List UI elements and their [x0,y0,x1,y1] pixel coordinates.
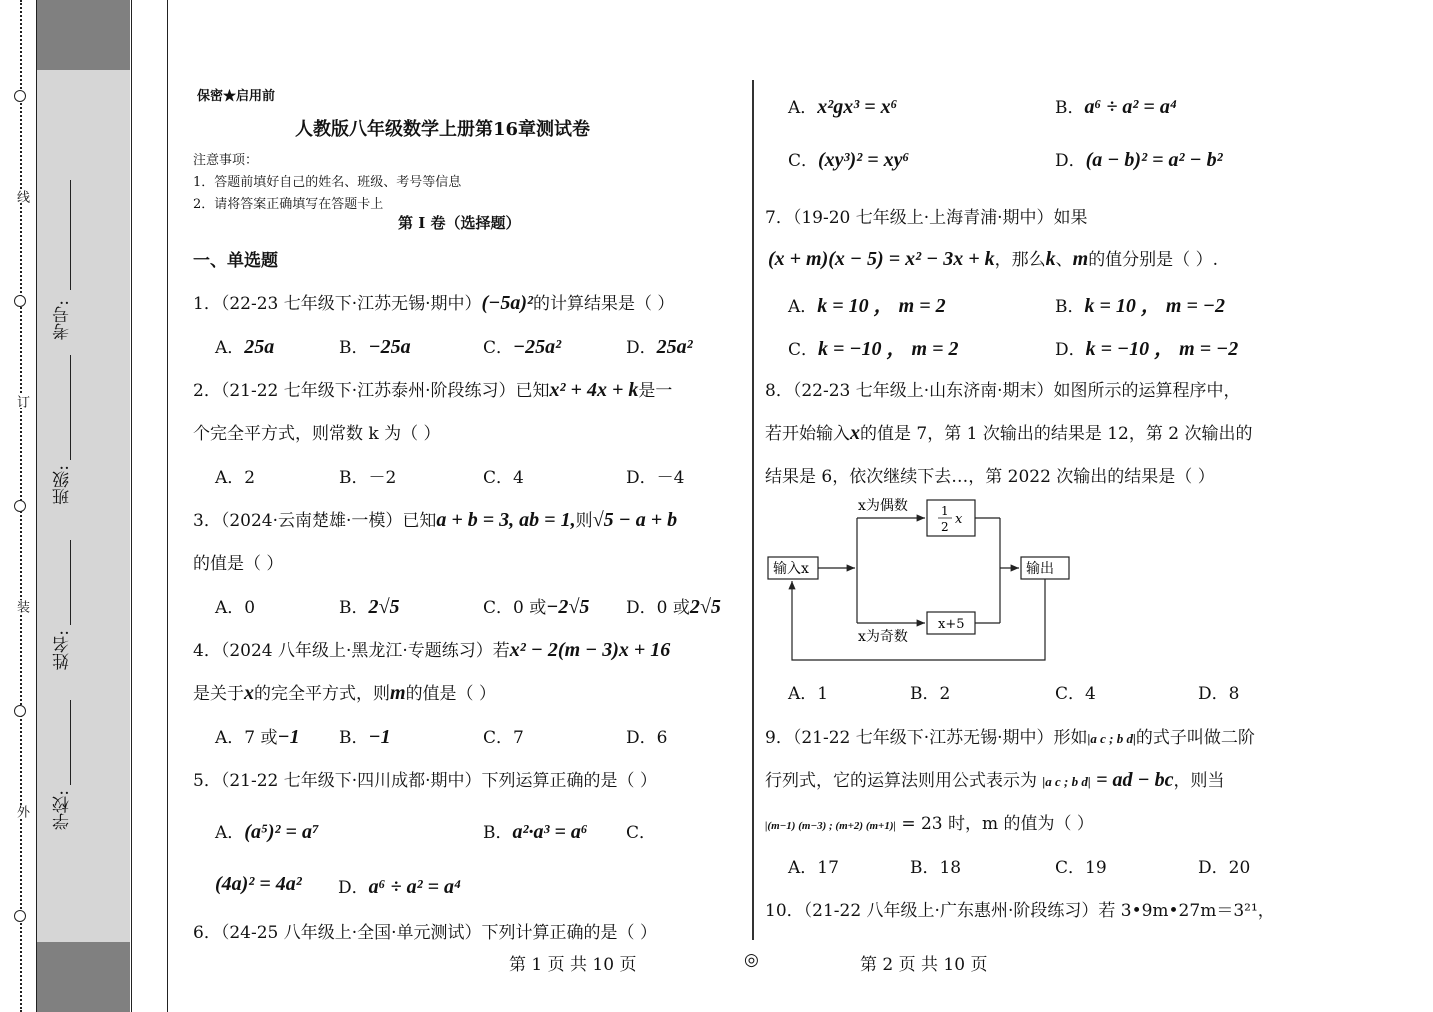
field-name-label: 姓名: [53,630,73,670]
flow-odd-label: x为奇数 [858,629,908,645]
part-title: 第 I 卷（选择题） [398,214,521,232]
q2-option-b[interactable]: B．－2 [339,468,397,488]
q4-option-c[interactable]: C．7 [483,728,524,748]
q4-option-a[interactable]: A．7 或−1 [215,726,300,748]
section-title: 一、单选题 [193,251,278,271]
binding-hole-5 [14,910,26,922]
q1-option-c[interactable]: C．−25a² [483,336,562,358]
q7-stem: 7．（19-20 七年级上·上海青浦·期中）如果 [765,208,1088,228]
q4-option-d[interactable]: D．6 [626,728,668,748]
binding-hole-4 [14,705,26,717]
q9-option-c[interactable]: C．19 [1055,858,1107,878]
page-divider [752,80,754,940]
strip-border-right [131,0,132,1012]
q9-option-d[interactable]: D．20 [1198,858,1251,878]
strip-dark-top [37,0,130,70]
secret-label: 保密★启用前 [197,89,276,104]
page-border-left [167,0,168,1012]
q8-option-b[interactable]: B．2 [910,684,951,704]
flow-even-label: x为偶数 [858,498,908,514]
program-flowchart [760,490,1080,670]
q2-option-d[interactable]: D．－4 [626,468,685,488]
notes-heading: 注意事项： [193,153,259,168]
q6-option-c[interactable]: C．(xy³)² = xy⁶ [788,149,910,171]
field-class-line[interactable] [70,355,71,460]
q3-option-b[interactable]: B．2√5 [339,596,400,618]
q2-stem: 2．（21-22 七年级下·江苏泰州·阶段练习）已知x² + 4x + k是一 [193,379,673,401]
q3-option-a[interactable]: A．0 [215,598,256,618]
q9-option-b[interactable]: B．18 [910,858,962,878]
q7-option-d[interactable]: D．k = −10 ， m = −2 [1055,338,1239,360]
q5-option-d[interactable]: D．a⁶ ÷ a² = a⁴ [338,876,461,898]
q2-option-c[interactable]: C．4 [483,468,524,488]
flow-input-label: 输入x [773,561,809,577]
q9-stem-line2: 行列式，它的运算法则用公式表示为 |a c ; b d| = ad − bc，则当 [765,769,1225,791]
note-2: 2．请将答案正确填写在答题卡上 [193,197,384,212]
field-name-line[interactable] [70,540,71,625]
field-class-label: 班级: [53,465,73,505]
q6-stem: 6．（24-25 八年级上·全国·单元测试）下列计算正确的是（ ） [193,923,657,943]
q9-option-a[interactable]: A．17 [788,858,839,878]
q9-stem-line3: |(m−1) (m−3) ; (m+2) (m+1)| = 23 时，m 的值为（ ） [765,814,1094,834]
q6-option-d[interactable]: D．(a − b)² = a² − b² [1055,149,1223,171]
q9-stem: 9．（21-22 七年级下·江苏无锡·期中）形如|a c ; b d|的式子叫做二阶 [765,728,1255,748]
q1-option-a[interactable]: A．25a [215,336,275,358]
q7-option-c[interactable]: C．k = −10 ， m = 2 [788,338,959,360]
binding-hole-2 [14,295,26,307]
q5-option-c-label[interactable]: C． [626,823,657,843]
q6-option-a[interactable]: A．x²gx³ = x⁶ [788,96,898,118]
q3-stem-line2: 的值是（ ） [193,554,284,574]
q3-option-d[interactable]: D．0 或2√5 [626,596,721,618]
q5-stem: 5．（21-22 七年级下·四川成都·期中）下列运算正确的是（ ） [193,771,657,791]
q1-option-b[interactable]: B．−25a [339,336,411,358]
field-exam-no-label: 考号: [53,300,73,340]
q2-stem-line2: 个完全平方式，则常数 k 为（ ） [193,424,441,444]
q8-option-c[interactable]: C．4 [1055,684,1096,704]
field-exam-no-line[interactable] [70,180,71,290]
note-1: 1．答题前填好自己的姓名、班级、考号等信息 [193,175,462,190]
field-school-line[interactable] [70,700,71,785]
flow-half-num: 1 [941,504,949,518]
q4-stem: 4．（2024 八年级上·黑龙江·专题练习）若x² − 2(m − 3)x + 16 [193,639,671,661]
footer-center-mark: ◎ [744,950,759,970]
q10-stem: 10．（21-22 八年级上·广东惠州·阶段练习）若 3•9m•27m＝3²¹， [765,901,1275,921]
q4-stem-line2: 是关于x的完全平方式，则m的值是（ ） [193,682,496,704]
flow-output-label: 输出 [1026,561,1054,577]
q8-stem: 8．（22-23 七年级上·山东济南·期末）如图所示的运算程序中， [765,381,1241,401]
q8-stem-line2: 若开始输入x的值是 7，第 1 次输出的结果是 12，第 2 次输出的 [765,422,1253,444]
flow-plus5-label: x+5 [938,617,965,632]
q1-stem: 1．（22-23 七年级下·江苏无锡·期中）(−5a)²的计算结果是（ ） [193,292,675,314]
q7-stem-line2: (x + m)(x − 5) = x² − 3x + k，那么k、m的值分别是（ ）. [768,248,1218,270]
q7-option-a[interactable]: A．k = 10 ， m = 2 [788,295,946,317]
q6-option-b[interactable]: B．a⁶ ÷ a² = a⁴ [1055,96,1177,118]
q5-option-a[interactable]: A．(a⁵)² = a⁷ [215,821,319,843]
q1-option-d[interactable]: D．25a² [626,336,693,358]
q3-option-c[interactable]: C．0 或−2√5 [483,596,590,618]
q5-option-b[interactable]: B．a²·a³ = a⁶ [483,821,588,843]
binding-hole-1 [14,90,26,102]
field-school-label: 学校: [53,790,73,830]
flow-half-den: 2 [941,520,949,534]
binding-char-seal: 装 [14,600,29,613]
flow-half-var: x [955,512,963,527]
q8-stem-line3: 结果是 6，依次继续下去…，第 2022 次输出的结果是（ ） [765,467,1215,487]
q4-option-b[interactable]: B．−1 [339,726,391,748]
binding-char-order: 订 [14,395,29,408]
q8-option-a[interactable]: A．1 [788,684,829,704]
q2-option-a[interactable]: A．2 [215,468,256,488]
binding-char-line: 线 [14,190,29,203]
footer-page-right: 第 2 页 共 10 页 [860,955,988,975]
q7-option-b[interactable]: B．k = 10 ， m = −2 [1055,295,1225,317]
q3-stem: 3．（2024·云南楚雄·一模）已知a + b = 3, ab = 1,则√5 − a + b [193,509,678,531]
page-title: 人教版八年级数学上册第16章测试卷 [295,119,591,140]
footer-page-left: 第 1 页 共 10 页 [509,955,637,975]
binding-char-outer: 外 [14,805,29,818]
binding-hole-3 [14,500,26,512]
strip-dark-bottom [37,942,130,1012]
q8-option-d[interactable]: D．8 [1198,684,1240,704]
q5-option-c-value[interactable]: (4a)² = 4a² [215,873,302,895]
